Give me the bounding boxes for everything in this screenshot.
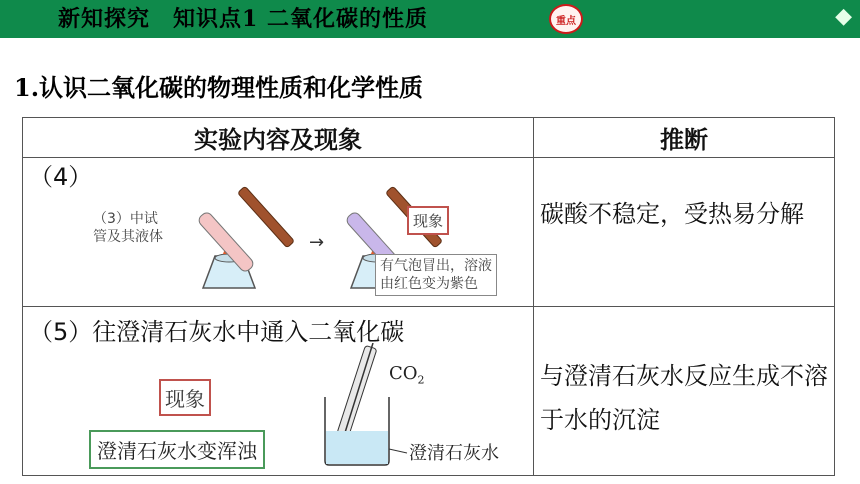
phenomenon-label: 现象 (159, 379, 211, 416)
section-heading: 1.认识二氧化碳的物理性质和化学性质 (14, 73, 424, 102)
phenomenon-label: 现象 (407, 206, 449, 235)
key-point-badge: 重点 (549, 4, 583, 34)
top-banner (0, 0, 860, 38)
co2-formula: CO (389, 363, 418, 384)
table-column-divider (533, 118, 534, 475)
svg-text:→: → (309, 232, 325, 253)
header-inference: 推断 (660, 126, 708, 154)
tube-note: （3）中试 管及其液体 (93, 211, 163, 245)
row-label: （5）往澄清石灰水中通入二氧化碳 (29, 318, 405, 346)
experiment-table (22, 117, 835, 476)
table-row (23, 307, 533, 475)
phenomenon-text: 澄清石灰水变浑浊 (89, 430, 265, 469)
corner-logo-icon: ◆ (835, 4, 852, 29)
row-label: （4） (29, 163, 93, 191)
banner-title: 新知探究 知识点1 二氧化碳的性质 (58, 6, 428, 32)
phenomenon-text: 有气泡冒出，溶液 由红色变为紫色 (375, 254, 497, 296)
co2-subscript: 2 (417, 373, 425, 387)
limewater-label: 澄清石灰水 (409, 443, 499, 464)
co2-label (389, 365, 425, 390)
header-experiment: 实验内容及现象 (194, 126, 362, 154)
table-row (23, 158, 533, 306)
beaker-syringe-diagram (311, 343, 411, 467)
left-heating-setup (197, 186, 295, 288)
inference-4: 碳酸不稳定，受热易分解 (540, 200, 804, 228)
inference-5: 与澄清石灰水反应生成不溶于水的沉淀 (540, 362, 828, 434)
